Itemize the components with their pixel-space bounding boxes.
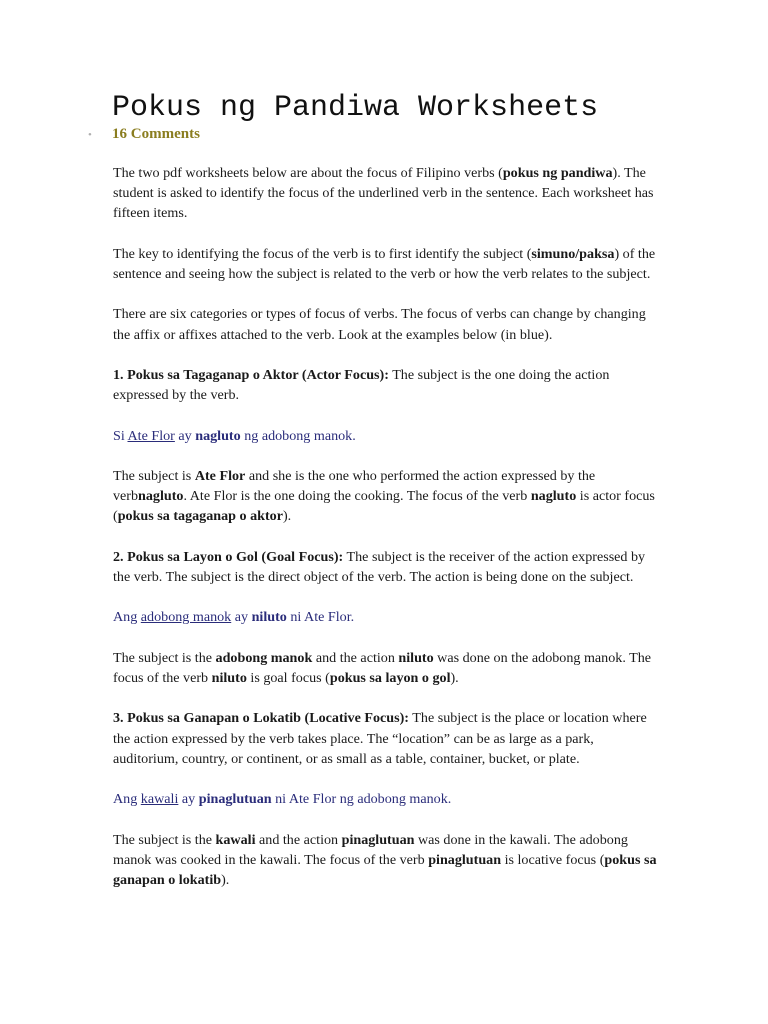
section-3-example: Ang kawali ay pinaglutuan ni Ate Flor ng adobong manok. — [113, 791, 452, 808]
focus-verb: pinaglutuan — [198, 791, 272, 808]
section-3-heading: 3. Pokus sa Ganapan o Lokatib (Locative Focus): — [113, 710, 410, 727]
page-title: Pokus ng Pandiwa Worksheets — [112, 91, 599, 125]
underlined-subject: Ate Flor — [127, 427, 175, 444]
comments-meta — [88, 124, 200, 145]
section-1-example: Si Ate Flor ay nagluto ng adobong manok. — [113, 427, 356, 444]
categories-paragraph: There are six categories or types of focus of verbs. The focus of verbs can change by changing the affix or affixes attached to the verb. Look at the examples below (in blue). — [113, 306, 646, 343]
section-3-explanation: The subject is the kawali and the action pinaglutuan was done in the kawali. The adobong manok was cooked in the kawali. The focus of the verb pinaglutuan is locative focus (pokus sa ganapan o lokatib). — [113, 831, 657, 888]
section-1-explanation: The subject is Ate Flor and she is the one who performed the action expressed by the verbnagluto. Ate Flor is the one doing the cooking. The focus of the verb nagluto is actor focus (pokus sa tagaganap o aktor). — [113, 467, 655, 525]
focus-verb: niluto — [251, 609, 287, 626]
focus-verb: nagluto — [195, 427, 241, 444]
underlined-subject: adobong manok — [140, 609, 232, 626]
section-3-definition: 3. Pokus sa Ganapan o Lokatib (Locative Focus): The subject is the place or location where the action expressed by the verb takes place. The “location” can be as large as a park, auditorium, country, or continent, or as small as a table, container, bucket, or plate. — [113, 710, 647, 767]
section-2-definition: 2. Pokus sa Layon o Gol (Goal Focus): The subject is the receiver of the action expressed by the verb. The subject is the direct object of the verb. The action is being done on the subject. — [113, 548, 646, 585]
underlined-subject: kawali — [140, 791, 179, 808]
section-2-heading: 2. Pokus sa Layon o Gol (Goal Focus): — [113, 548, 344, 565]
section-2-explanation: The subject is the adobong manok and the action niluto was done on the adobong manok. The focus of the verb niluto is goal focus (pokus sa layon o gol). — [113, 649, 652, 686]
article-body — [113, 163, 658, 910]
section-1-heading: 1. Pokus sa Tagaganap o Aktor (Actor Focus): — [113, 366, 389, 383]
section-1-definition: 1. Pokus sa Tagaganap o Aktor (Actor Focus): The subject is the one doing the action expressed by the verb. — [113, 366, 610, 404]
intro-paragraph: The two pdf worksheets below are about the focus of Filipino verbs (pokus ng pandiwa). The student is asked to identify the focus of the underlined verb in the sentence. Each worksheet has fifteen items. — [113, 165, 654, 222]
section-2-example: Ang adobong manok ay niluto ni Ate Flor. — [113, 609, 355, 626]
key-paragraph: The key to identifying the focus of the verb is to first identify the subject (simuno/paksa) of the sentence and seeing how the subject is related to the verb or how the verb relates to the subject. — [113, 245, 656, 282]
comments-link[interactable]: 16 Comments — [112, 126, 200, 142]
bullet-icon: • — [88, 129, 92, 141]
